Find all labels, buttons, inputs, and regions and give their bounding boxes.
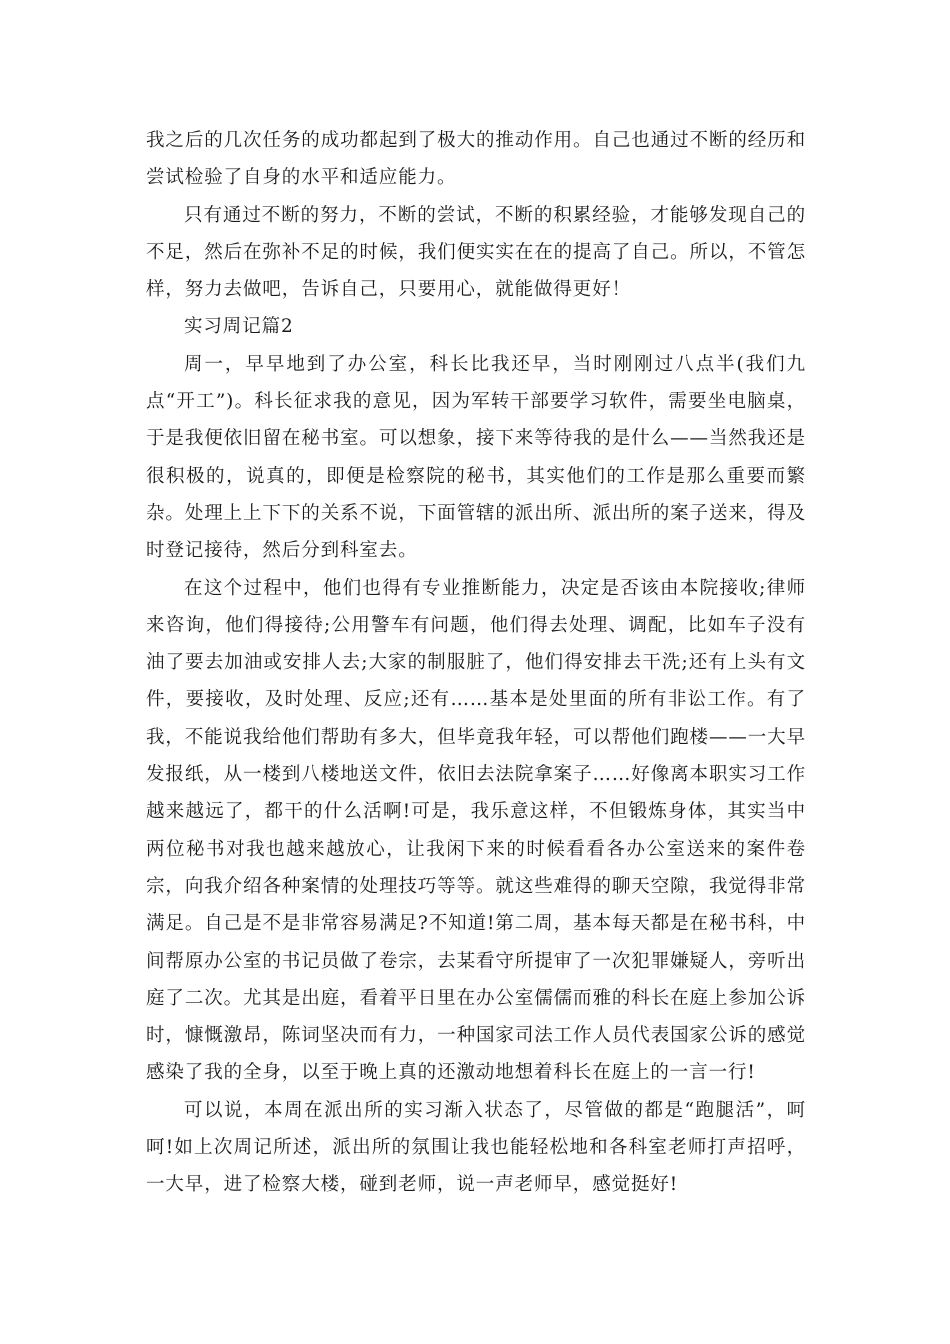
section-paragraph-1: 周一，早早地到了办公室，科长比我还早，当时刚刚过八点半(我们九点“开工”)。科长征求我的意见，因为军转干部要学习软件，需要坐电脑桌，于是我便依旧留在秘书室。可以想象，接下来等待我的是什么——当然我还是很积极的，说真的，即便是检察院的秘书，其实他们的工作是那么重要而繁杂。处理上上下下的关系不说，下面管辖的派出所、派出所的案子送来，得及时登记接待，然后分到科室去。 [146,353,806,562]
section-paragraph-3: 可以说，本周在派出所的实习渐入状态了，尽管做的都是“跑腿活”，呵呵!如上次周记所述，派出所的氛围让我也能轻松地和各科室老师打声招呼，一大早，进了检察大楼，碰到老师，说一声老师早，感觉挺好! [146,1099,806,1196]
document-page [146,122,806,1204]
section-heading: 实习周记篇2 [184,316,294,338]
paragraph-continuation: 我之后的几次任务的成功都起到了极大的推动作用。自己也通过不断的经历和尝试检验了自身的水平和适应能力。 [146,130,806,189]
section-paragraph-2: 在这个过程中，他们也得有专业推断能力，决定是否该由本院接收;律师来咨询，他们得接待;公用警车有问题，他们得去处理、调配，比如车子没有油了要去加油或安排人去;大家的制服脏了，他们得安排去干洗;还有上头有文件，要接收，及时处理、反应;还有……基本是处里面的所有非讼工作。有了我，不能说我给他们帮助有多大，但毕竟我年轻，可以帮他们跑楼——一大早发报纸，从一楼到八楼地送文件，依旧去法院拿案子……好像离本职实习工作越来越远了，都干的什么活啊!可是，我乐意这样，不但锻炼身体，其实当中两位秘书对我也越来越放心，让我闲下来的时候看看各办公室送来的案件卷宗，向我介绍各种案情的处理技巧等等。就这些难得的聊天空隙，我觉得非常满足。自己是不是非常容易满足?不知道!第二周，基本每天都是在秘书科，中间帮原办公室的书记员做了卷宗，去某看守所提审了一次犯罪嫌疑人，旁听出庭了二次。尤其是出庭，看着平日里在办公室儒儒而雅的科长在庭上参加公诉时，慷慨激昂，陈词坚决而有力，一种国家司法工作人员代表国家公诉的感觉感染了我的全身，以至于晚上真的还激动地想着科长在庭上的一言一行! [146,577,806,1084]
paragraph-conclusion: 只有通过不断的努力，不断的尝试，不断的积累经验，才能够发现自己的不足，然后在弥补不足的时候，我们便实实在在的提高了自己。所以，不管怎样，努力去做吧，告诉自己，只要用心，就能做得更好！ [146,204,806,301]
